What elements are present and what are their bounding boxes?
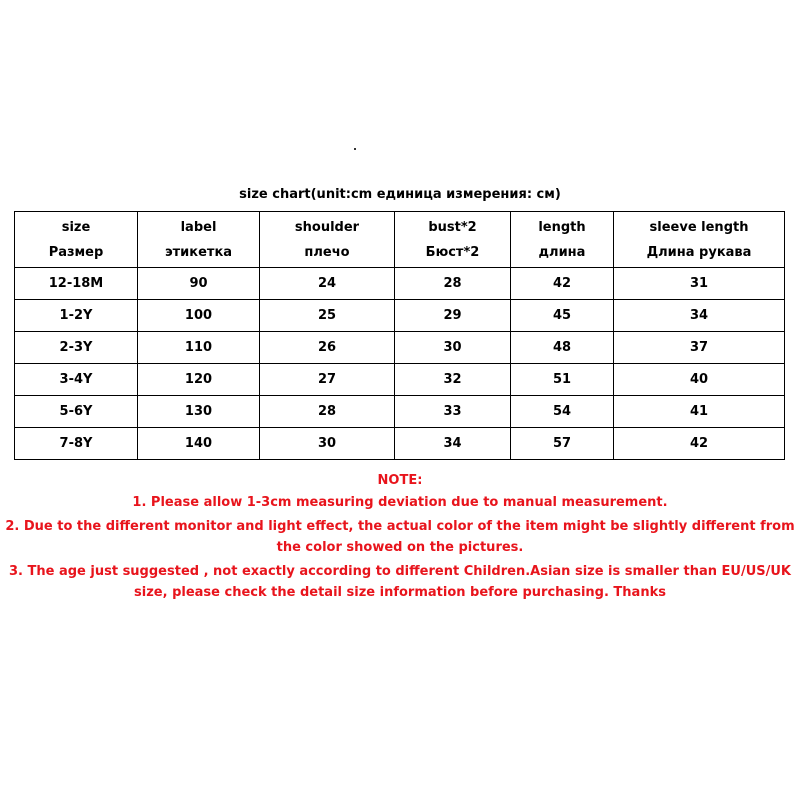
header-bust <box>395 212 511 268</box>
header-label-ru: длина <box>538 244 586 260</box>
cell-bust: 34 <box>395 428 511 460</box>
header-label-en: bust*2 <box>428 219 477 235</box>
cell-shoulder: 24 <box>260 268 395 300</box>
size-chart-caption: size chart(unit:cm единица измерения: см) <box>239 187 561 202</box>
cell-shoulder: 28 <box>260 396 395 428</box>
header-label-en: sleeve length <box>649 219 749 235</box>
table-row <box>15 300 785 332</box>
cell-shoulder: 30 <box>260 428 395 460</box>
header-label-en: shoulder <box>294 219 360 235</box>
cell-label: 100 <box>138 300 260 332</box>
cell-sleeve-length: 41 <box>614 396 785 428</box>
cell-bust: 32 <box>395 364 511 396</box>
header-size <box>15 212 138 268</box>
header-label-ru: Размер <box>48 244 104 260</box>
table-row <box>15 364 785 396</box>
cell-size: 5-6Y <box>15 396 138 428</box>
cell-length: 57 <box>511 428 614 460</box>
header-label-ru: плечо <box>304 244 350 260</box>
cell-label: 140 <box>138 428 260 460</box>
header-sleeve-length <box>614 212 785 268</box>
cell-label: 110 <box>138 332 260 364</box>
cell-length: 51 <box>511 364 614 396</box>
cell-bust: 29 <box>395 300 511 332</box>
table-row <box>15 332 785 364</box>
header-label-ru: Бюст*2 <box>425 244 480 260</box>
header-label <box>138 212 260 268</box>
header-label-en: length <box>538 219 586 235</box>
cell-size: 3-4Y <box>15 364 138 396</box>
table-row <box>15 396 785 428</box>
cell-shoulder: 27 <box>260 364 395 396</box>
cell-label: 120 <box>138 364 260 396</box>
note-item-2: 2. Due to the different monitor and light effect, the actual color of the item might be slightly different from the color showed on the pictures. <box>5 519 795 555</box>
note-item-3: 3. The age just suggested , not exactly according to different Children.Asian size is smaller than EU/US/UK size, please check the detail size information before purchasing. Thanks <box>8 564 792 600</box>
cell-bust: 28 <box>395 268 511 300</box>
cell-length: 42 <box>511 268 614 300</box>
cell-sleeve-length: 34 <box>614 300 785 332</box>
cell-sleeve-length: 40 <box>614 364 785 396</box>
size-chart-table <box>14 211 785 460</box>
cell-bust: 33 <box>395 396 511 428</box>
cell-sleeve-length: 42 <box>614 428 785 460</box>
cell-size: 2-3Y <box>15 332 138 364</box>
header-shoulder <box>260 212 395 268</box>
cell-sleeve-length: 37 <box>614 332 785 364</box>
cell-size: 12-18M <box>15 268 138 300</box>
table-header-row <box>15 212 785 268</box>
stray-dot <box>354 148 356 150</box>
notes-section <box>0 470 800 606</box>
cell-label: 130 <box>138 396 260 428</box>
cell-shoulder: 26 <box>260 332 395 364</box>
header-label-ru: Длина рукава <box>646 244 752 260</box>
cell-size: 7-8Y <box>15 428 138 460</box>
note-item-1: 1. Please allow 1-3cm measuring deviation due to manual measurement. <box>132 495 668 510</box>
cell-length: 45 <box>511 300 614 332</box>
cell-shoulder: 25 <box>260 300 395 332</box>
cell-bust: 30 <box>395 332 511 364</box>
cell-length: 54 <box>511 396 614 428</box>
header-length <box>511 212 614 268</box>
note-title: NOTE: <box>377 473 423 488</box>
header-label-ru: этикетка <box>164 244 233 260</box>
table-row <box>15 428 785 460</box>
cell-size: 1-2Y <box>15 300 138 332</box>
cell-sleeve-length: 31 <box>614 268 785 300</box>
header-label-en: label <box>180 219 217 235</box>
header-label-en: size <box>61 219 91 235</box>
table-row <box>15 268 785 300</box>
cell-label: 90 <box>138 268 260 300</box>
cell-length: 48 <box>511 332 614 364</box>
